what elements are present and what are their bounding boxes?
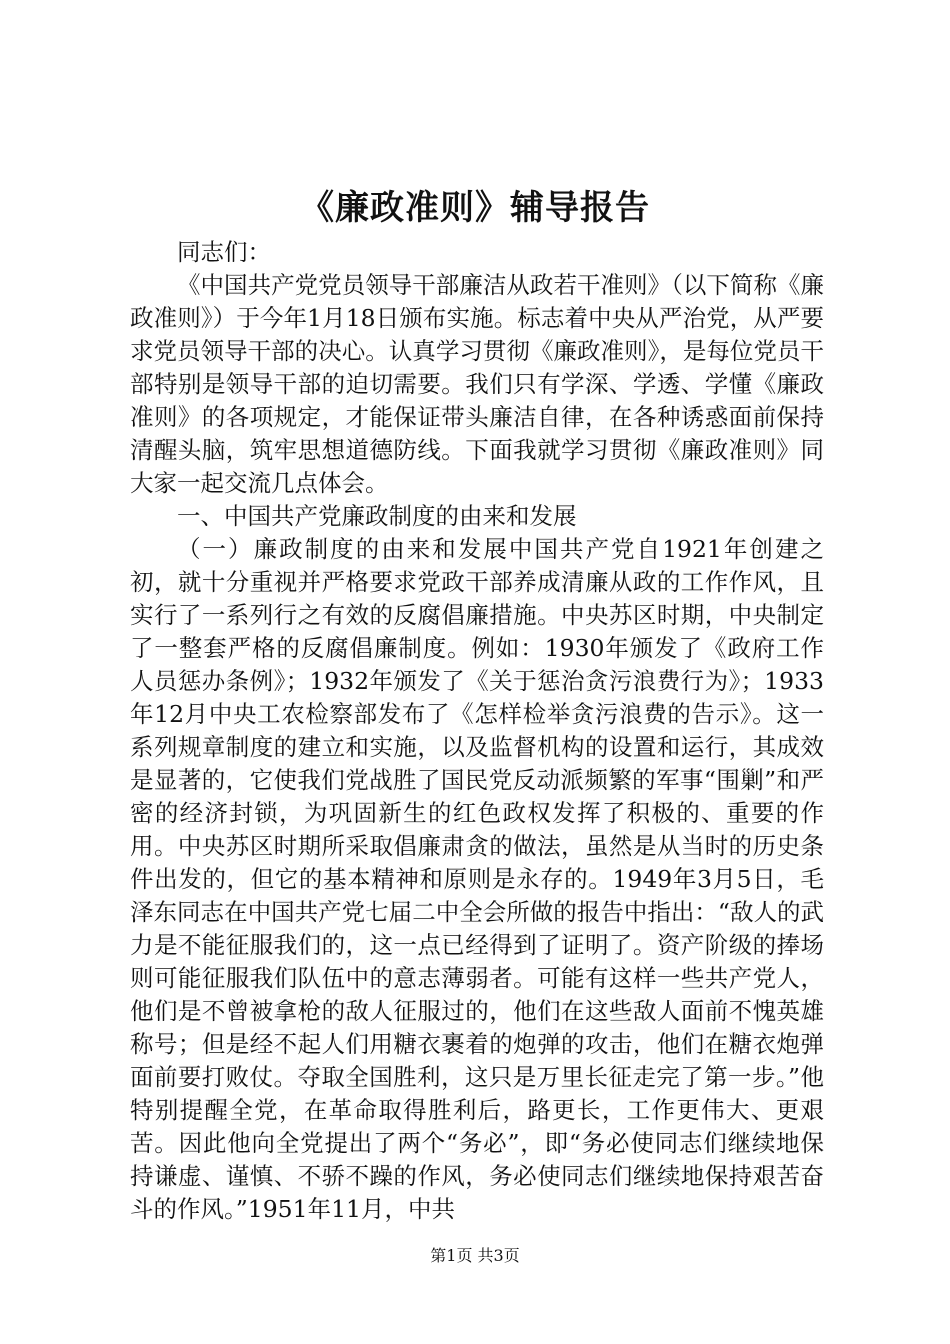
- page-title: 《廉政准则》辅导报告: [300, 188, 650, 228]
- section-heading: 一、中国共产党廉政制度的由来和发展: [177, 502, 577, 530]
- document-body: [130, 236, 824, 1226]
- section-body-paragraph: （一）廉政制度的由来和发展中国共产党自1921年创建之初，就十分重视并严格要求党政干部养成清廉从政的工作作风，且实行了一系列行之有效的反腐倡廉措施。中央苏区时期，中央制定了一整套严格的反腐倡廉制度。例如：1930年颁发了《政府工作人员惩办条例》；1932年颁发了《关于惩治贪污浪费行为》；1933年12月中央工农检察部发布了《怎样检举贪污浪费的告示》。这一系列规章制度的建立和实施，以及监督机构的设置和运行，其成效是显著的，它使我们党战胜了国民党反动派频繁的军事“围剿”和严密的经济封锁，为巩固新生的红色政权发挥了积极的、重要的作用。中央苏区时期所采取倡廉肃贪的做法，虽然是从当时的历史条件出发的，但它的基本精神和原则是永存的。1949年3月5日，毛泽东同志在中国共产党七届二中全会所做的报告中指出：“敌人的武力是不能征服我们的，这一点已经得到了证明了。资产阶级的捧场则可能征服我们队伍中的意志薄弱者。可能有这样一些共产党人，他们是不曾被拿枪的敌人征服过的，他们在这些敌人面前不愧英雄称号；但是经不起人们用糖衣裹着的炮弹的攻击，他们在糖衣炮弹面前要打败仗。夺取全国胜利，这只是万里长征走完了第一步。”他特别提醒全党，在革命取得胜利后，路更长，工作更伟大、更艰苦。因此他向全党提出了两个“务必”，即“务必使同志们继续地保持谦虚、谨慎、不骄不躁的作风，务必使同志们继续地保持艰苦奋斗的作风。”1951年11月，中共: [130, 535, 824, 1223]
- intro-paragraph: 《中国共产党党员领导干部廉洁从政若干准则》（以下简称《廉政准则》）于今年1月18日颁布实施。标志着中央从严治党，从严要求党员领导干部的决心。认真学习贯彻《廉政准则》，是每位党员干部特别是领导干部的迫切需要。我们只有学深、学透、学懂《廉政准则》的各项规定，才能保证带头廉洁自律，在各种诱惑面前保持清醒头脑，筑牢思想道德防线。下面我就学习贯彻《廉政准则》同大家一起交流几点体会。: [130, 271, 824, 497]
- greeting-paragraph: 同志们：: [177, 238, 271, 266]
- page-footer: 第1页 共3页: [430, 1246, 520, 1265]
